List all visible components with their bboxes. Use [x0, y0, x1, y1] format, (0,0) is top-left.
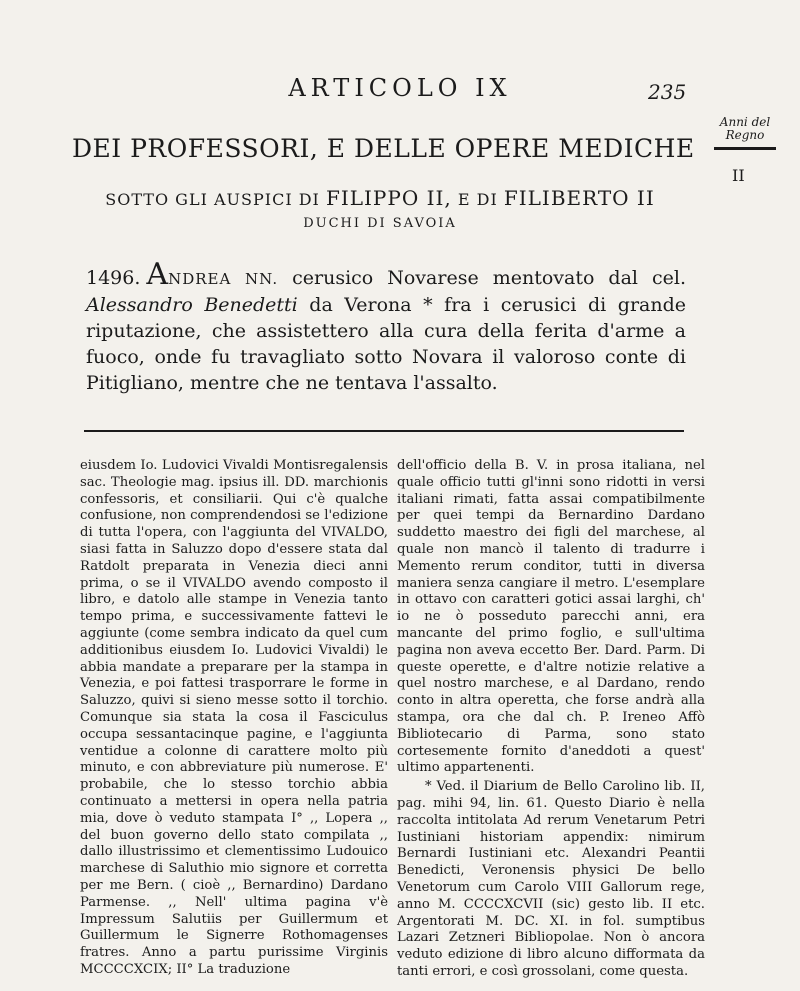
intro-paragraph: [86, 257, 686, 396]
margin-rule: [714, 147, 776, 150]
subtitle-dukes: DUCHI DI SAVOIA: [303, 216, 457, 231]
margin-note: [700, 116, 790, 150]
drop-cap: A: [146, 257, 169, 292]
footnote: * Ved. il Diarium de Bello Carolino lib. II, pag. mihi 94, lin. 61. Questo Diario è nella raccolta intitolata Ad rerum Venetarum Petri Iustiniani historiam appendix: nimirum Bernardi Iustiniani etc. Alexandri Peantii Benedicti, Veronensis physici De bello Venetorum cum Carolo VIII Gallorum rege, anno M. CCCCXCVII (sic) gesto lib. II etc. Argentorati M. DC. XI. in fol. sumptibus Lazari Zetzneri Bibliopolae. Non ò ancora veduto edizione di libro alcuno difformata da tanti errori, e così grossolani, come questa.: [397, 779, 705, 979]
running-head: ARTICOLO IX: [288, 74, 512, 102]
cited-author: Alessandro Benedetti: [86, 294, 298, 316]
right-column-text: dell'officio della B. V. in prosa italiana, nel quale officio tutti gl'inni sono ridotti in versi italiani rimati, fatta assai compatibilmente per quei tempi da Bernardino Dardano suddetto maestro dei figli del marchese, al quale non mancò il talento di tradurre i Memento rerum conditor, tutti in diversa maniera senza cangiare il metro. L'esemplare in ottavo con caratteri gotici assai larghi, ch' io ne ò posseduto parecchi anni, era mancante del primo foglio, e sull'ultima pagina non aveva eccetto Ber. Dard. Parm. Di queste operette, e d'altre notizie relative a quel nostro marchese, e al Dardano, rendo conto in altra operetta, che forse andrà alla stampa, ora che dal ch. P. Ireneo Affò Bibliotecario di Parma, sono stato cortesemente fornito d'aneddoti a quest' ultimo appartenenti.: [397, 458, 705, 776]
subtitle-name-2: FILIBERTO II: [503, 186, 655, 210]
margin-year: II: [732, 166, 745, 185]
article-subtitle: [90, 186, 670, 210]
entry-year: 1496.: [86, 267, 141, 289]
intro-text-1: cerusico Novarese mentovato dal cel.: [278, 267, 686, 289]
person-name: NDREA NN.: [168, 270, 279, 288]
article-title: DEI PROFESSORI, E DELLE OPERE MEDICHE: [72, 134, 695, 163]
subtitle-name-1: FILIPPO II,: [325, 186, 452, 210]
section-divider: [84, 430, 684, 432]
left-column: [80, 458, 388, 979]
right-column: [397, 458, 705, 981]
intro-text-2: da Verona * fra i cerusici di grande riputazione, che assistettero alla cura della ferita d'arme a fuoco, onde fu travagliato sotto Novara il valoroso conte di Pitigliano, mentre che ne tentava l'assalto.: [86, 294, 686, 394]
margin-label: Anni del Regno: [719, 115, 771, 142]
subtitle-and: E DI: [457, 190, 498, 209]
subtitle-prefix: SOTTO GLI AUSPICI DI: [105, 190, 320, 209]
page-number: 235: [648, 80, 687, 104]
left-column-text: eiusdem Io. Ludovici Vivaldi Montisregalensis sac. Theologie mag. ipsius ill. DD. marchionis confessoris, et consiliarii. Qui c'è qualche confusione, non comprendendosi se l'edizione di tutta l'opera, con l'aggiunta del VIVALDO, siasi fatta in Saluzzo dopo d'essere stata dal Ratdolt preparata in Venezia dieci anni prima, o se il VIVALDO avendo composto il libro, e datolo alle stampe in Venezia tanto tempo prima, e successivamente fattevi le aggiunte (come sembra indicato da quel cum additionibus eiusdem Io. Ludovici Vivaldi) le abbia mandate a preparare per la stampa in Venezia, e poi fattesi trasporrare le forme in Saluzzo, quivi si sieno messe sotto il torchio. Comunque sia stata la cosa il Fasciculus occupa sessantacinque pagine, e l'aggiunta ventidue a colonne di carattere molto più minuto, e con abbreviature più numerose. E' probabile, che lo stesso torchio abbia continuato a mettersi in opera nella patria mia, dove ò veduto stampata I° ,, Lopera ,, del buon governo dello stato compilata ,, dallo illustrissimo et clementissimo Ludouico marchese di Saluthio mio signore et corretta per me Bern. ( cioè ,, Bernardino) Dardano Parmense. ,, Nell' ultima pagina v'è Impressum Salutiis per Guillermum et Guillermum le Signerre Rothomagenses fratres. Anno a partu purissime Virginis MCCCCXCIX; II° La traduzione: [80, 458, 388, 977]
